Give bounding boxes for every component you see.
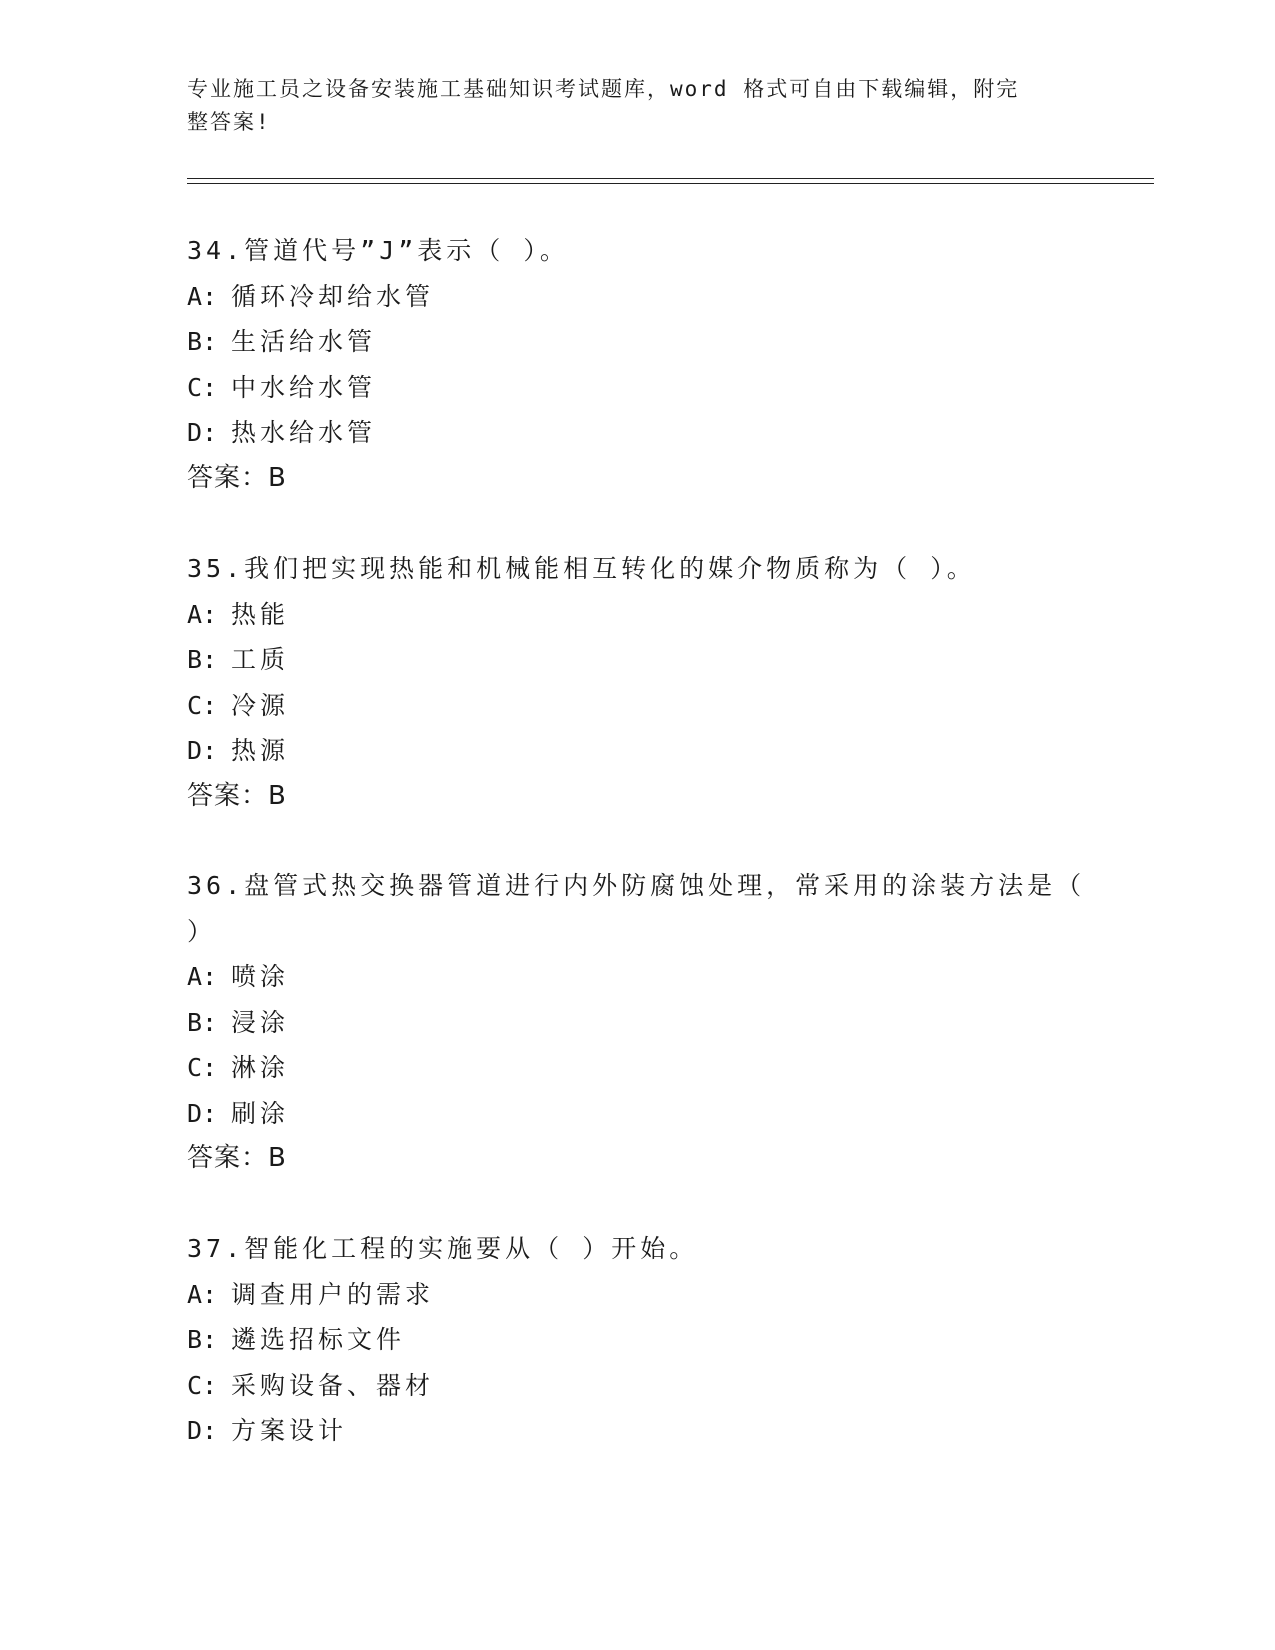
option-a	[187, 954, 1087, 1000]
option-label: C:	[187, 690, 218, 720]
option-label: B:	[187, 327, 218, 356]
question-37	[187, 1226, 1087, 1454]
question-stem: 36.盘管式热交换器管道进行内外防腐蚀处理，常采用的涂装方法是（	[187, 871, 1086, 900]
header-divider-top	[187, 178, 1154, 179]
question-stem: 37.智能化工程的实施要从（ ）开始。	[187, 1234, 699, 1263]
option-label: D:	[187, 418, 218, 447]
option-text: 喷涂	[231, 962, 290, 991]
question-stem-continued: ）	[187, 916, 217, 946]
option-text: 遴选招标文件	[231, 1325, 406, 1354]
option-text: 热源	[231, 736, 290, 765]
option-c	[187, 683, 1087, 729]
option-text: 冷源	[231, 690, 290, 720]
option-label: D:	[187, 1416, 218, 1445]
question-stem: 34.管道代号”J”表示（ ）。	[187, 236, 569, 265]
option-text: 淋涂	[231, 1053, 290, 1082]
option-text: 浸涂	[231, 1007, 290, 1037]
option-c	[187, 1045, 1087, 1091]
header-line-2: 整答案!	[187, 110, 271, 134]
option-b	[187, 637, 1087, 683]
question-34	[187, 228, 1087, 501]
option-label: D:	[187, 736, 218, 765]
option-label: B:	[187, 1325, 218, 1354]
option-label: C:	[187, 1370, 218, 1400]
document-header	[187, 73, 1077, 139]
option-text: 采购设备、器材	[231, 1370, 435, 1400]
option-text: 工质	[231, 645, 290, 674]
option-label: A:	[187, 281, 218, 311]
header-line-1: 专业施工员之设备安装施工基础知识考试题库，word 格式可自由下载编辑，附完	[187, 77, 1020, 101]
option-d	[187, 1408, 1087, 1454]
option-c	[187, 365, 1087, 411]
option-label: B:	[187, 1007, 218, 1037]
question-36	[187, 863, 1087, 1182]
option-d	[187, 410, 1087, 456]
question-35	[187, 546, 1087, 819]
option-label: C:	[187, 1053, 218, 1082]
option-label: A:	[187, 962, 218, 991]
option-a	[187, 274, 1087, 320]
option-b	[187, 319, 1087, 365]
option-text: 刷涂	[231, 1098, 290, 1128]
option-c	[187, 1363, 1087, 1409]
option-b	[187, 1317, 1087, 1363]
option-label: A:	[187, 1279, 218, 1309]
option-label: C:	[187, 372, 218, 402]
option-label: D:	[187, 1098, 218, 1128]
option-label: A:	[187, 599, 218, 629]
option-b	[187, 1000, 1087, 1046]
option-a	[187, 592, 1087, 638]
option-d	[187, 728, 1087, 774]
answer: 答案：B	[187, 780, 287, 811]
answer: 答案：B	[187, 462, 287, 493]
answer: 答案：B	[187, 1143, 287, 1173]
option-text: 调查用户的需求	[231, 1279, 435, 1309]
option-a	[187, 1272, 1087, 1318]
question-stem: 35.我们把实现热能和机械能相互转化的媒介物质称为（ ）。	[187, 554, 976, 583]
option-text: 热水给水管	[231, 418, 377, 447]
option-d	[187, 1091, 1087, 1137]
option-text: 生活给水管	[231, 327, 377, 356]
option-text: 方案设计	[231, 1416, 348, 1445]
option-label: B:	[187, 645, 218, 674]
option-text: 热能	[231, 599, 290, 629]
option-text: 中水给水管	[231, 372, 377, 402]
option-text: 循环冷却给水管	[231, 281, 435, 311]
header-divider-bottom	[187, 183, 1154, 184]
